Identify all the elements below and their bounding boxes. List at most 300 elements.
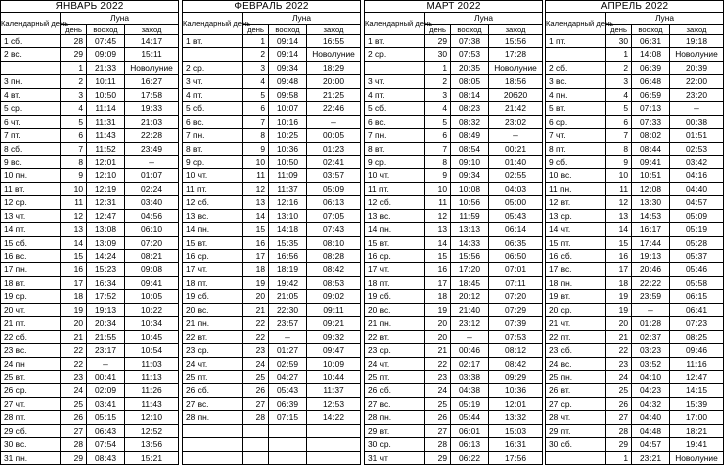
moonset-cell: 04:40 (670, 182, 724, 195)
date-cell: 10 чт. (183, 169, 243, 182)
moonrise-cell: – (451, 330, 489, 343)
date-cell: 23 ср. (183, 344, 243, 357)
table-row (365, 370, 543, 383)
moonrise-cell: 04:38 (451, 384, 489, 397)
moon-day-cell: 11 (606, 182, 632, 195)
table-row (546, 182, 724, 195)
header-moon-day: день (243, 25, 269, 35)
moon-day-cell: 3 (425, 88, 451, 101)
moon-day-cell: 16 (606, 250, 632, 263)
moonset-cell: 19:33 (125, 102, 179, 115)
month-title: ФЕВРАЛЬ 2022 (183, 1, 361, 13)
date-cell: 11 пн. (546, 182, 606, 195)
moon-day-cell: 18 (606, 276, 632, 289)
moonrise-cell: 13:09 (87, 236, 125, 249)
header-moonset: заход (125, 25, 179, 35)
date-cell (183, 424, 243, 437)
table-row (1, 48, 179, 61)
moonrise-cell: 07:33 (632, 115, 670, 128)
date-cell: 1 пт. (546, 35, 606, 48)
moonrise-cell: 07:53 (451, 48, 489, 61)
date-cell: 5 вт. (546, 102, 606, 115)
moon-day-cell: 11 (243, 169, 269, 182)
moon-day-cell: 28 (243, 411, 269, 424)
table-row (1, 129, 179, 142)
moon-day-cell: 29 (61, 451, 87, 464)
moonrise-cell: 14:18 (269, 223, 307, 236)
moonset-cell: 14:17 (125, 35, 179, 48)
moonset-cell: 09:11 (307, 303, 361, 316)
table-row (365, 357, 543, 370)
moonset-cell: 11:16 (670, 357, 724, 370)
date-cell: 14 чт. (546, 223, 606, 236)
table-row (546, 209, 724, 222)
moon-day-cell: 2 (61, 75, 87, 88)
moonset-cell: 12:47 (670, 370, 724, 383)
moonrise-cell: 13:30 (632, 196, 670, 209)
date-cell: 28 чт. (546, 411, 606, 424)
date-cell: 13 чт. (1, 209, 61, 222)
moonrise-cell: 01:28 (632, 317, 670, 330)
moonrise-cell: 10:51 (632, 169, 670, 182)
date-cell: 12 ср. (1, 196, 61, 209)
table-row (365, 451, 543, 464)
moonset-cell: 06:14 (489, 223, 543, 236)
moonset-cell: 05:37 (670, 250, 724, 263)
table-row (183, 397, 361, 410)
moonrise-cell: 07:38 (451, 35, 489, 48)
header-moon-day: день (425, 25, 451, 35)
moonrise-cell: 13:10 (269, 209, 307, 222)
table-row (365, 88, 543, 101)
moon-day-cell: 9 (606, 155, 632, 168)
moonrise-cell: 06:59 (632, 88, 670, 101)
moon-day-cell: 22 (243, 330, 269, 343)
moonset-cell: 01:23 (307, 142, 361, 155)
table-row (1, 330, 179, 343)
table-row (546, 129, 724, 142)
moonrise-cell: 23:57 (269, 317, 307, 330)
moon-day-cell: 20 (61, 317, 87, 330)
moonset-cell: 22:28 (125, 129, 179, 142)
date-cell: 7 пт. (1, 129, 61, 142)
date-cell: 25 пт. (183, 370, 243, 383)
date-cell: 7 чт. (546, 129, 606, 142)
moon-day-cell: 9 (425, 169, 451, 182)
header-moon-day: день (61, 25, 87, 35)
moonset-cell: 10:22 (125, 303, 179, 316)
moonset-cell: 16:31 (489, 438, 543, 451)
table-row (183, 129, 361, 142)
moonrise-cell: 14:08 (632, 48, 670, 61)
table-row (1, 438, 179, 451)
moon-day-cell: 19 (61, 303, 87, 316)
moonset-cell: 05:28 (670, 236, 724, 249)
moonrise-cell: 10:07 (269, 102, 307, 115)
moon-day-cell: 16 (243, 236, 269, 249)
moonrise-cell: 10:25 (269, 129, 307, 142)
date-cell: 21 пн. (365, 317, 425, 330)
table-row (1, 102, 179, 115)
moonset-cell: 06:10 (125, 223, 179, 236)
moonset-cell: Новолуние (125, 61, 179, 74)
moon-day-cell: 28 (606, 424, 632, 437)
moonset-cell: 09:21 (307, 317, 361, 330)
date-cell: 13 ср. (546, 209, 606, 222)
moon-day-cell: 30 (425, 48, 451, 61)
moonset-cell: 07:20 (489, 290, 543, 303)
table-row (365, 250, 543, 263)
date-cell: 23 ср. (365, 344, 425, 357)
moonset-cell: 03:42 (670, 155, 724, 168)
date-cell: 2 сб. (546, 61, 606, 74)
moon-day-cell: 23 (61, 370, 87, 383)
table-row (546, 48, 724, 61)
table-row (365, 61, 543, 74)
moonrise-cell (269, 438, 307, 451)
date-cell: 26 вт. (546, 384, 606, 397)
moonrise-cell: 23:12 (451, 317, 489, 330)
moonset-cell: 23:02 (489, 115, 543, 128)
moonrise-cell: 11:09 (269, 169, 307, 182)
date-cell: 14 пт. (1, 223, 61, 236)
moon-day-cell: 21 (61, 330, 87, 343)
moonrise-cell: 09:58 (269, 88, 307, 101)
date-cell: 18 пн. (546, 276, 606, 289)
table-row (1, 61, 179, 74)
moonrise-cell: 19:13 (632, 250, 670, 263)
moonrise-cell: 11:31 (87, 115, 125, 128)
moon-day-cell: 22 (61, 344, 87, 357)
moon-day-cell: 1 (606, 451, 632, 464)
moonrise-cell: 04:48 (632, 424, 670, 437)
moon-day-cell: 8 (243, 129, 269, 142)
moonset-cell: 06:35 (489, 236, 543, 249)
moonset-cell: 10:36 (489, 384, 543, 397)
moonset-cell: 07:23 (670, 317, 724, 330)
table-row (183, 370, 361, 383)
moon-day-cell: 29 (606, 438, 632, 451)
moon-day-cell: 10 (61, 182, 87, 195)
table-row (546, 263, 724, 276)
month-title: ЯНВАРЬ 2022 (1, 1, 179, 13)
table-row (546, 276, 724, 289)
date-cell: 22 вт. (365, 330, 425, 343)
moonrise-cell: 19:13 (87, 303, 125, 316)
moonset-cell: 17:56 (489, 451, 543, 464)
moonset-cell: 08:42 (307, 263, 361, 276)
moonrise-cell: 04:32 (632, 397, 670, 410)
moonrise-cell: 12:31 (87, 196, 125, 209)
moon-day-cell: 4 (61, 102, 87, 115)
moon-day-cell (243, 438, 269, 451)
moonrise-cell: 13:13 (451, 223, 489, 236)
date-cell: 5 сб. (183, 102, 243, 115)
moonset-cell: 05:19 (670, 223, 724, 236)
moonrise-cell: – (632, 303, 670, 316)
moonset-cell: 07:11 (489, 276, 543, 289)
moonrise-cell: – (269, 330, 307, 343)
header-moonset: заход (670, 25, 724, 35)
table-row (1, 196, 179, 209)
moon-day-cell: 15 (606, 236, 632, 249)
table-row (183, 317, 361, 330)
date-cell: 8 сб. (1, 142, 61, 155)
table-row (183, 290, 361, 303)
table-row (1, 303, 179, 316)
moonrise-cell: 04:27 (269, 370, 307, 383)
date-cell (183, 451, 243, 464)
date-cell: 6 вс. (183, 115, 243, 128)
moon-day-cell (243, 451, 269, 464)
moonset-cell: 10:09 (307, 357, 361, 370)
date-cell: 10 вс. (546, 169, 606, 182)
date-cell: 27 вс. (365, 397, 425, 410)
moonset-cell: 20:00 (307, 75, 361, 88)
date-cell: 25 вт. (1, 370, 61, 383)
moon-day-cell: 4 (606, 88, 632, 101)
moonset-cell: 08:25 (670, 330, 724, 343)
moonrise-cell: 03:38 (451, 370, 489, 383)
moon-day-cell: 10 (606, 169, 632, 182)
moonrise-cell (269, 451, 307, 464)
moonset-cell: 19:41 (670, 438, 724, 451)
date-cell: 29 сб. (1, 424, 61, 437)
moonset-cell: 06:13 (307, 196, 361, 209)
moon-day-cell: 16 (425, 263, 451, 276)
date-cell: 20 ср. (546, 303, 606, 316)
date-cell: 9 вс. (1, 155, 61, 168)
moonset-cell: 01:51 (670, 129, 724, 142)
moonrise-cell: 18:19 (269, 263, 307, 276)
table-row (365, 142, 543, 155)
table-row (183, 35, 361, 48)
moonrise-cell: 08:02 (632, 129, 670, 142)
moonset-cell: 16:27 (125, 75, 179, 88)
moon-day-cell: 5 (61, 115, 87, 128)
header-moonrise: восход (632, 25, 670, 35)
moonset-cell: 08:42 (489, 357, 543, 370)
table-row (183, 276, 361, 289)
date-cell: 4 вт. (1, 88, 61, 101)
table-row (183, 48, 361, 61)
moonset-cell: 20620 (489, 88, 543, 101)
moon-day-cell: 21 (425, 344, 451, 357)
moonrise-cell: 23:59 (632, 290, 670, 303)
table-row (546, 250, 724, 263)
moon-day-cell (243, 424, 269, 437)
moonrise-cell: 04:10 (632, 370, 670, 383)
moonset-cell: 12:01 (489, 397, 543, 410)
table-row (1, 75, 179, 88)
header-moon: Луна (425, 13, 543, 25)
moonset-cell: 10:34 (125, 317, 179, 330)
date-cell: 14 пн. (183, 223, 243, 236)
moon-day-cell: 3 (243, 61, 269, 74)
date-cell: 19 вт. (546, 290, 606, 303)
moonset-cell: 07:05 (307, 209, 361, 222)
moonset-cell: 09:08 (125, 263, 179, 276)
moonrise-cell: 14:33 (451, 236, 489, 249)
moonset-cell: 20:39 (670, 61, 724, 74)
moonrise-cell: 06:39 (269, 397, 307, 410)
table-row (546, 303, 724, 316)
moonset-cell: – (489, 129, 543, 142)
moon-day-cell: 19 (425, 303, 451, 316)
moon-day-cell: 8 (606, 142, 632, 155)
moon-day-cell: 1 (606, 48, 632, 61)
moonrise-cell: 12:16 (269, 196, 307, 209)
table-row (1, 115, 179, 128)
moon-day-cell: 3 (606, 75, 632, 88)
moon-day-cell: 16 (61, 263, 87, 276)
moon-day-cell: 30 (606, 35, 632, 48)
date-cell (546, 48, 606, 61)
table-row (1, 142, 179, 155)
moon-day-cell: 17 (243, 250, 269, 263)
date-cell: 28 пт. (1, 411, 61, 424)
moon-day-cell: 22 (61, 357, 87, 370)
table-row (365, 209, 543, 222)
moonset-cell: 23:20 (670, 88, 724, 101)
moonset-cell: 07:53 (489, 330, 543, 343)
moon-day-cell: 13 (425, 223, 451, 236)
moonrise-cell: 05:15 (87, 411, 125, 424)
date-cell: 21 чт. (546, 317, 606, 330)
moonrise-cell: 22:22 (632, 276, 670, 289)
date-cell: 15 сб. (1, 236, 61, 249)
moonset-cell: Новолуние (670, 48, 724, 61)
moonset-cell: 06:50 (489, 250, 543, 263)
date-cell: 27 ср. (546, 397, 606, 410)
moon-day-cell: 8 (425, 155, 451, 168)
table-row (183, 209, 361, 222)
moonrise-cell: 05:43 (269, 384, 307, 397)
moon-day-cell: 24 (243, 357, 269, 370)
moonrise-cell: 12:10 (87, 169, 125, 182)
table-row (365, 384, 543, 397)
moonset-cell: – (670, 102, 724, 115)
moonset-cell: 23:49 (125, 142, 179, 155)
header-moon-day: день (606, 25, 632, 35)
moonset-cell: 06:41 (670, 303, 724, 316)
date-cell: 19 ср. (1, 290, 61, 303)
table-row (183, 61, 361, 74)
table-row (183, 182, 361, 195)
moonrise-cell: 09:34 (269, 61, 307, 74)
moonrise-cell: 14:53 (632, 209, 670, 222)
date-cell: 10 чт. (365, 169, 425, 182)
moon-day-cell: 5 (606, 102, 632, 115)
moonrise-cell: 10:50 (269, 155, 307, 168)
table-row (1, 35, 179, 48)
moonrise-cell: 12:08 (632, 182, 670, 195)
date-cell: 18 пт. (183, 276, 243, 289)
moon-day-cell: 26 (606, 397, 632, 410)
table-row (365, 330, 543, 343)
table-row (365, 303, 543, 316)
moonrise-cell: 16:34 (87, 276, 125, 289)
header-calendar-day: Календарный день (1, 13, 61, 35)
moonrise-cell: 00:46 (451, 344, 489, 357)
moon-day-cell: 22 (425, 357, 451, 370)
date-cell: 30 вс. (1, 438, 61, 451)
moon-day-cell: 15 (243, 223, 269, 236)
moon-day-cell: 28 (61, 35, 87, 48)
moon-day-cell: 19 (606, 303, 632, 316)
date-cell: 21 пт. (1, 317, 61, 330)
moon-day-cell: 7 (61, 142, 87, 155)
date-cell: 2 ср. (183, 61, 243, 74)
month-rows (183, 35, 361, 465)
moon-day-cell: 26 (243, 384, 269, 397)
table-row (183, 451, 361, 464)
moon-day-cell: 6 (606, 115, 632, 128)
moon-day-cell: 23 (425, 370, 451, 383)
moonset-cell: 05:09 (670, 209, 724, 222)
moonset-cell: 14:22 (307, 411, 361, 424)
moonset-cell (307, 451, 361, 464)
moon-day-cell: 1 (243, 35, 269, 48)
moon-day-cell: 1 (425, 61, 451, 74)
date-cell: 4 пт. (183, 88, 243, 101)
moon-day-cell: 26 (61, 411, 87, 424)
date-cell: 3 чт. (183, 75, 243, 88)
moon-day-cell: 25 (606, 384, 632, 397)
table-row (183, 384, 361, 397)
table-row (546, 424, 724, 437)
table-row (183, 303, 361, 316)
moonset-cell (307, 424, 361, 437)
moonset-cell: 16:55 (307, 35, 361, 48)
moonset-cell: 12:52 (125, 424, 179, 437)
date-cell: 13 вс. (183, 209, 243, 222)
moonrise-cell: 10:56 (451, 196, 489, 209)
table-row (365, 75, 543, 88)
date-cell: 28 пн. (183, 411, 243, 424)
moonset-cell: 15:21 (125, 451, 179, 464)
moonrise-cell: 21:40 (451, 303, 489, 316)
date-cell: 26 сб. (365, 384, 425, 397)
date-cell: 4 пн. (546, 88, 606, 101)
table-row (183, 250, 361, 263)
date-cell (1, 61, 61, 74)
moonset-cell: 17:00 (670, 411, 724, 424)
date-cell: 19 сб. (183, 290, 243, 303)
month-rows (365, 35, 543, 465)
table-row (365, 169, 543, 182)
moonrise-cell: 13:08 (87, 223, 125, 236)
moonrise-cell: 16:56 (269, 250, 307, 263)
table-row (546, 236, 724, 249)
moonset-cell: 15:11 (125, 48, 179, 61)
moon-day-cell: 20 (425, 330, 451, 343)
table-row (183, 223, 361, 236)
moon-day-cell: 20 (425, 317, 451, 330)
moon-day-cell: 5 (425, 115, 451, 128)
date-cell: 19 сб. (365, 290, 425, 303)
table-row (365, 196, 543, 209)
moon-day-cell: 18 (243, 263, 269, 276)
table-row (365, 397, 543, 410)
moonset-cell: 05:46 (670, 263, 724, 276)
date-cell: 1 вт. (365, 35, 425, 48)
moon-day-cell: 13 (61, 223, 87, 236)
table-row (546, 61, 724, 74)
moon-day-cell: 17 (425, 276, 451, 289)
table-row (365, 115, 543, 128)
header-calendar-day: Календарный день (365, 13, 425, 35)
